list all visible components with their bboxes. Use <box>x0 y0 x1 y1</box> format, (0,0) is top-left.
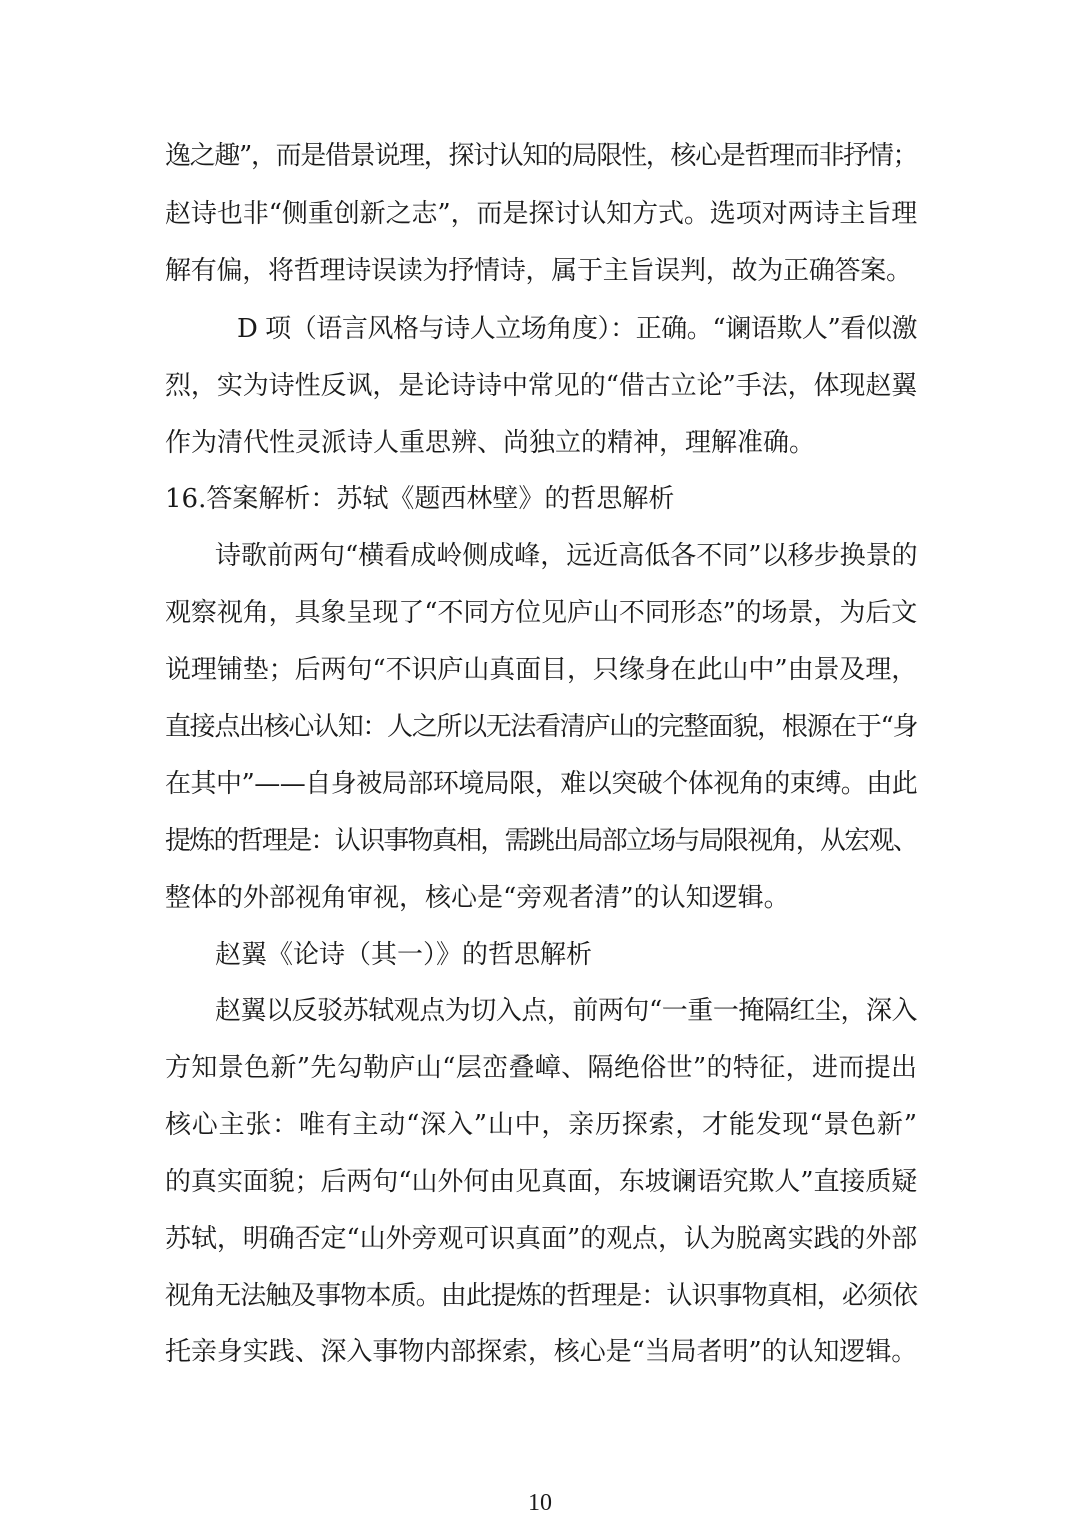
text-line: 观察视角，具象呈现了“不同方位见庐山不同形态”的场景，为后文 <box>165 598 917 628</box>
text-line: 赵诗也非“侧重创新之志”，而是探讨认知方式。选项对两诗主旨理 <box>165 199 917 229</box>
page-number: 10 <box>528 1490 552 1516</box>
text-line: 解有偏，将哲理诗误读为抒情诗，属于主旨误判，故为正确答案。 <box>165 256 912 286</box>
subsection-heading: 赵翼《论诗（其一）》的哲思解析 <box>215 940 593 970</box>
text-line: 直接点出核心认知：人之所以无法看清庐山的完整面貌，根源在于“身 <box>165 712 917 742</box>
text-line: 提炼的哲理是：认识事物真相，需跳出局部立场与局限视角，从宏观、 <box>165 826 917 856</box>
text-line: 在其中”——自身被局部环境局限，难以突破个体视角的束缚。由此 <box>165 769 918 799</box>
text-line: 方知景色新”先勾勒庐山“层峦叠嶂、隔绝俗世”的特征，进而提出 <box>165 1053 917 1083</box>
paragraph-start-line: 诗歌前两句“横看成岭侧成峰，远近高低各不同”以移步换景的 <box>215 541 918 571</box>
text-line: 视角无法触及事物本质。由此提炼的哲理是：认识事物真相，必须依 <box>165 1281 917 1311</box>
text-line: 逸之趣”，而是借景说理，探讨认知的局限性，核心是哲理而非抒情； <box>165 141 917 171</box>
section-heading: 16.答案解析：苏轼《题西林壁》的哲思解析 <box>165 484 675 514</box>
text-line: 苏轼，明确否定“山外旁观可识真面”的观点，认为脱离实践的外部 <box>165 1224 917 1254</box>
text-line: 烈，实为诗性反讽，是论诗诗中常见的“借古立论”手法，体现赵翼 <box>165 371 917 401</box>
paragraph-start-line: 赵翼以反驳苏轼观点为切入点，前两句“一重一掩隔红尘，深入 <box>215 996 917 1026</box>
text-line: 说理铺垫；后两句“不识庐山真面目，只缘身在此山中”由景及理， <box>165 655 917 685</box>
text-line: 作为清代性灵派诗人重思辨、尚独立的精神，理解准确。 <box>165 428 816 458</box>
text-line: 核心主张：唯有主动“深入”山中，亲历探索，才能发现“景色新” <box>165 1110 917 1140</box>
text-line: 托亲身实践、深入事物内部探索，核心是“当局者明”的认知逻辑。 <box>165 1337 917 1367</box>
paragraph-start-line: D 项（语言风格与诗人立场角度）：正确。“谰语欺人”看似激 <box>237 314 917 344</box>
text-line: 的真实面貌；后两句“山外何由见真面，东坡谰语究欺人”直接质疑 <box>165 1167 917 1197</box>
text-line: 整体的外部视角审视，核心是“旁观者清”的认知逻辑。 <box>165 883 790 913</box>
